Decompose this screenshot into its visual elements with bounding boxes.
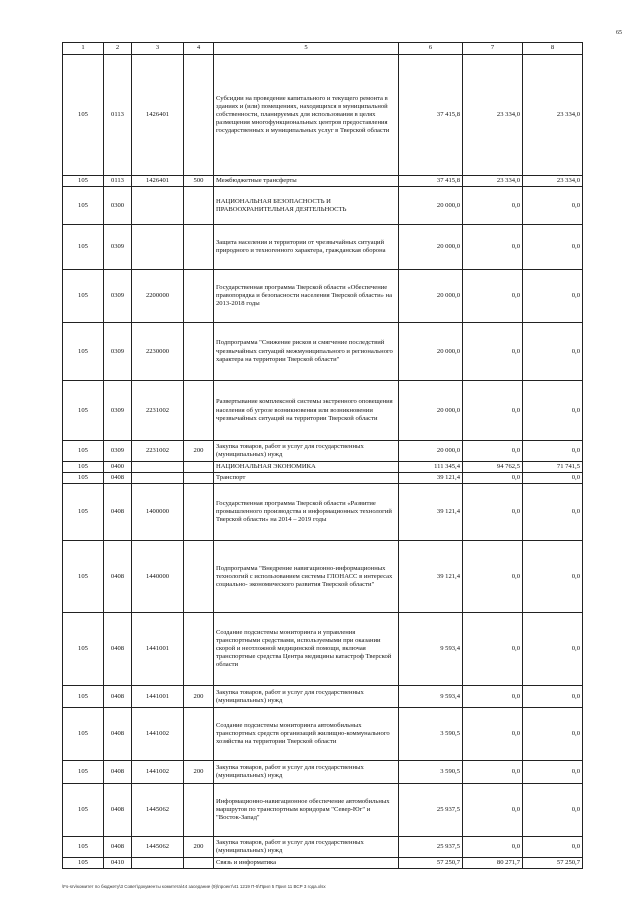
table-row: [63, 441, 583, 462]
cell-amount-8: 0,0: [523, 381, 583, 441]
cell-section: 0408: [104, 837, 132, 858]
cell-name: Транспорт: [214, 473, 399, 484]
cell-ministry: 105: [63, 473, 104, 484]
table-row: [63, 484, 583, 541]
cell-name: Подпрограмма "Внедрение навигационно-информационных технологий с использованием системы ГЛОНАСС в интересах социально- экономического развития Тверской области": [214, 541, 399, 613]
cell-amount-6: 25 937,5: [399, 784, 463, 837]
cell-amount-8: 0,0: [523, 473, 583, 484]
cell-amount-8: 0,0: [523, 541, 583, 613]
table-row: [63, 225, 583, 270]
cell-amount-8: 0,0: [523, 225, 583, 270]
cell-target: [132, 225, 184, 270]
cell-name: НАЦИОНАЛЬНАЯ ЭКОНОМИКА: [214, 462, 399, 473]
cell-amount-6: 111 345,4: [399, 462, 463, 473]
table-row: [63, 761, 583, 784]
header-col-5: 5: [214, 43, 399, 55]
cell-amount-8: 0,0: [523, 708, 583, 761]
table-row: [63, 323, 583, 381]
cell-section: 0408: [104, 613, 132, 686]
table-row: [63, 462, 583, 473]
budget-table: [62, 42, 583, 869]
cell-target: 2231002: [132, 441, 184, 462]
cell-target: 2231002: [132, 381, 184, 441]
cell-expense-type: [184, 473, 214, 484]
cell-name: Государственная программа Тверской области «Обеспечение правопорядка и безопасности населения Тверской области» на 2013-2018 годы: [214, 270, 399, 323]
cell-amount-8: 0,0: [523, 484, 583, 541]
cell-amount-7: 23 334,0: [463, 176, 523, 187]
cell-expense-type: [184, 270, 214, 323]
cell-amount-8: 0,0: [523, 441, 583, 462]
cell-target: [132, 187, 184, 225]
cell-amount-7: 0,0: [463, 784, 523, 837]
cell-expense-type: 200: [184, 837, 214, 858]
header-col-8: 8: [523, 43, 583, 55]
table-row: [63, 686, 583, 708]
cell-ministry: 105: [63, 323, 104, 381]
cell-amount-7: 0,0: [463, 473, 523, 484]
cell-name: Закупка товаров, работ и услуг для государственных (муниципальных) нужд: [214, 837, 399, 858]
cell-name: Связь и информатика: [214, 858, 399, 869]
cell-target: 1441002: [132, 708, 184, 761]
cell-name: Подпрограмма "Снижение рисков и смягчение последствий чрезвычайных ситуаций межмуниципального и регионального характера на территории Тверской области": [214, 323, 399, 381]
cell-section: 0309: [104, 270, 132, 323]
cell-amount-8: 23 334,0: [523, 176, 583, 187]
cell-ministry: 105: [63, 837, 104, 858]
cell-amount-6: 20 000,0: [399, 187, 463, 225]
cell-target: 1426401: [132, 176, 184, 187]
cell-amount-7: 0,0: [463, 323, 523, 381]
cell-target: 1441001: [132, 686, 184, 708]
cell-name: Создание подсистемы мониторинга и управления транспортными средствами, используемыми при оказании скорой и неотложной медицинской помощи, включая транспортные средства Центра медицины катастроф Тверской области: [214, 613, 399, 686]
cell-section: 0408: [104, 784, 132, 837]
cell-target: [132, 462, 184, 473]
cell-section: 0408: [104, 708, 132, 761]
cell-ministry: 105: [63, 55, 104, 176]
cell-expense-type: [184, 708, 214, 761]
cell-section: 0408: [104, 761, 132, 784]
cell-amount-6: 20 000,0: [399, 441, 463, 462]
cell-target: [132, 858, 184, 869]
cell-expense-type: 200: [184, 441, 214, 462]
cell-amount-7: 94 762,5: [463, 462, 523, 473]
cell-amount-7: 0,0: [463, 187, 523, 225]
header-col-6: 6: [399, 43, 463, 55]
cell-amount-7: 23 334,0: [463, 55, 523, 176]
cell-ministry: 105: [63, 484, 104, 541]
cell-target: 1426401: [132, 55, 184, 176]
cell-amount-6: 9 593,4: [399, 686, 463, 708]
cell-amount-8: 23 334,0: [523, 55, 583, 176]
cell-amount-8: 0,0: [523, 784, 583, 837]
cell-target: 1445062: [132, 837, 184, 858]
cell-amount-7: 0,0: [463, 686, 523, 708]
cell-section: 0400: [104, 462, 132, 473]
cell-amount-6: 3 590,5: [399, 708, 463, 761]
cell-section: 0408: [104, 541, 132, 613]
cell-amount-7: 80 271,7: [463, 858, 523, 869]
cell-ministry: 105: [63, 187, 104, 225]
cell-target: 1441001: [132, 613, 184, 686]
cell-amount-7: 0,0: [463, 441, 523, 462]
table-row: [63, 381, 583, 441]
cell-target: 1445062: [132, 784, 184, 837]
cell-ministry: 105: [63, 381, 104, 441]
cell-expense-type: [184, 323, 214, 381]
cell-ministry: 105: [63, 541, 104, 613]
header-col-3: 3: [132, 43, 184, 55]
cell-name: Закупка товаров, работ и услуг для государственных (муниципальных) нужд: [214, 761, 399, 784]
cell-amount-6: 39 121,4: [399, 484, 463, 541]
cell-amount-8: 71 741,5: [523, 462, 583, 473]
cell-amount-6: 20 000,0: [399, 225, 463, 270]
cell-ministry: 105: [63, 225, 104, 270]
header-row: [63, 43, 583, 55]
table-row: [63, 837, 583, 858]
cell-expense-type: 200: [184, 686, 214, 708]
cell-amount-7: 0,0: [463, 270, 523, 323]
cell-amount-7: 0,0: [463, 381, 523, 441]
cell-name: Межбюджетные трансферты: [214, 176, 399, 187]
table-row: [63, 613, 583, 686]
cell-ministry: 105: [63, 270, 104, 323]
cell-amount-7: 0,0: [463, 225, 523, 270]
cell-section: 0113: [104, 55, 132, 176]
cell-name: Государственная программа Тверской области «Развитие промышленного производства и информационных технологий Тверской области» на 2014 – 2019 годы: [214, 484, 399, 541]
cell-amount-8: 0,0: [523, 187, 583, 225]
table-row: [63, 784, 583, 837]
cell-name: Информационно-навигационное обеспечение автомобильных маршрутов по транспортным коридорам "Север-Юг" и "Восток-Запад": [214, 784, 399, 837]
cell-amount-6: 37 415,8: [399, 176, 463, 187]
header-col-7: 7: [463, 43, 523, 55]
cell-amount-8: 0,0: [523, 686, 583, 708]
cell-amount-6: 25 937,5: [399, 837, 463, 858]
cell-expense-type: [184, 484, 214, 541]
cell-amount-7: 0,0: [463, 837, 523, 858]
cell-section: 0309: [104, 323, 132, 381]
cell-ministry: 105: [63, 176, 104, 187]
cell-target: 1400000: [132, 484, 184, 541]
cell-amount-8: 0,0: [523, 837, 583, 858]
cell-name: Защита населения и территории от чрезвычайных ситуаций природного и техногенного характера, гражданская оборона: [214, 225, 399, 270]
file-path-footer: \Fs-srv\комитет по бюджету\3 Совет\документы комитета\44 заседание (9)\проект\41 1219 П-5\Прил 5 Прил 11 ВСР 3 года.xlsx: [62, 884, 326, 889]
cell-ministry: 105: [63, 784, 104, 837]
cell-expense-type: [184, 225, 214, 270]
table-row: [63, 708, 583, 761]
cell-name: Субсидии на проведение капитального и текущего ремонта в зданиях и (или) помещениях, находящихся в муниципальной собственности, планируемых для использования в целях размещения многофункциональных центров предоставления государственных и муниципальных услуг в Тверской области: [214, 55, 399, 176]
cell-section: 0408: [104, 473, 132, 484]
table-row: [63, 541, 583, 613]
cell-ministry: 105: [63, 441, 104, 462]
cell-expense-type: 200: [184, 761, 214, 784]
cell-name: Создание подсистемы мониторинга автомобильных транспортных средств организаций жилищно-коммунального хозяйства на территории Тверской области: [214, 708, 399, 761]
cell-section: 0408: [104, 484, 132, 541]
cell-amount-6: 39 121,4: [399, 541, 463, 613]
cell-amount-6: 39 121,4: [399, 473, 463, 484]
cell-ministry: 105: [63, 858, 104, 869]
cell-target: 1441002: [132, 761, 184, 784]
cell-name: НАЦИОНАЛЬНАЯ БЕЗОПАСНОСТЬ И ПРАВООХРАНИТЕЛЬНАЯ ДЕЯТЕЛЬНОСТЬ: [214, 187, 399, 225]
cell-section: 0309: [104, 441, 132, 462]
cell-ministry: 105: [63, 761, 104, 784]
cell-amount-6: 3 590,5: [399, 761, 463, 784]
table-row: [63, 176, 583, 187]
cell-name: Закупка товаров, работ и услуг для государственных (муниципальных) нужд: [214, 686, 399, 708]
table-row: [63, 473, 583, 484]
cell-amount-7: 0,0: [463, 708, 523, 761]
cell-target: [132, 473, 184, 484]
cell-amount-6: 20 000,0: [399, 270, 463, 323]
table-row: [63, 858, 583, 869]
cell-amount-8: 0,0: [523, 323, 583, 381]
cell-expense-type: [184, 858, 214, 869]
cell-target: 2200000: [132, 270, 184, 323]
cell-ministry: 105: [63, 613, 104, 686]
header-col-2: 2: [104, 43, 132, 55]
cell-amount-6: 57 250,7: [399, 858, 463, 869]
cell-expense-type: 500: [184, 176, 214, 187]
cell-amount-6: 37 415,8: [399, 55, 463, 176]
cell-ministry: 105: [63, 462, 104, 473]
cell-ministry: 105: [63, 708, 104, 761]
header-col-4: 4: [184, 43, 214, 55]
cell-section: 0300: [104, 187, 132, 225]
cell-section: 0113: [104, 176, 132, 187]
cell-expense-type: [184, 381, 214, 441]
cell-target: 2230000: [132, 323, 184, 381]
cell-expense-type: [184, 187, 214, 225]
cell-target: 1440000: [132, 541, 184, 613]
cell-name: Закупка товаров, работ и услуг для государственных (муниципальных) нужд: [214, 441, 399, 462]
cell-amount-8: 0,0: [523, 761, 583, 784]
cell-amount-8: 0,0: [523, 270, 583, 323]
cell-expense-type: [184, 541, 214, 613]
cell-section: 0410: [104, 858, 132, 869]
cell-amount-6: 20 000,0: [399, 381, 463, 441]
table-row: [63, 55, 583, 176]
cell-expense-type: [184, 462, 214, 473]
cell-expense-type: [184, 784, 214, 837]
table-row: [63, 187, 583, 225]
cell-name: Развертывание комплексной системы экстренного оповещения населения об угрозе возникновения или возникновении чрезвычайных ситуаций на территории Тверской области: [214, 381, 399, 441]
cell-amount-7: 0,0: [463, 761, 523, 784]
table-row: [63, 270, 583, 323]
cell-amount-7: 0,0: [463, 484, 523, 541]
cell-expense-type: [184, 55, 214, 176]
cell-amount-6: 20 000,0: [399, 323, 463, 381]
cell-amount-7: 0,0: [463, 613, 523, 686]
cell-amount-8: 57 250,7: [523, 858, 583, 869]
cell-ministry: 105: [63, 686, 104, 708]
cell-section: 0309: [104, 381, 132, 441]
cell-amount-8: 0,0: [523, 613, 583, 686]
cell-amount-6: 9 593,4: [399, 613, 463, 686]
cell-section: 0309: [104, 225, 132, 270]
header-col-1: 1: [63, 43, 104, 55]
cell-amount-7: 0,0: [463, 541, 523, 613]
cell-expense-type: [184, 613, 214, 686]
page-number: 65: [616, 30, 622, 36]
cell-section: 0408: [104, 686, 132, 708]
